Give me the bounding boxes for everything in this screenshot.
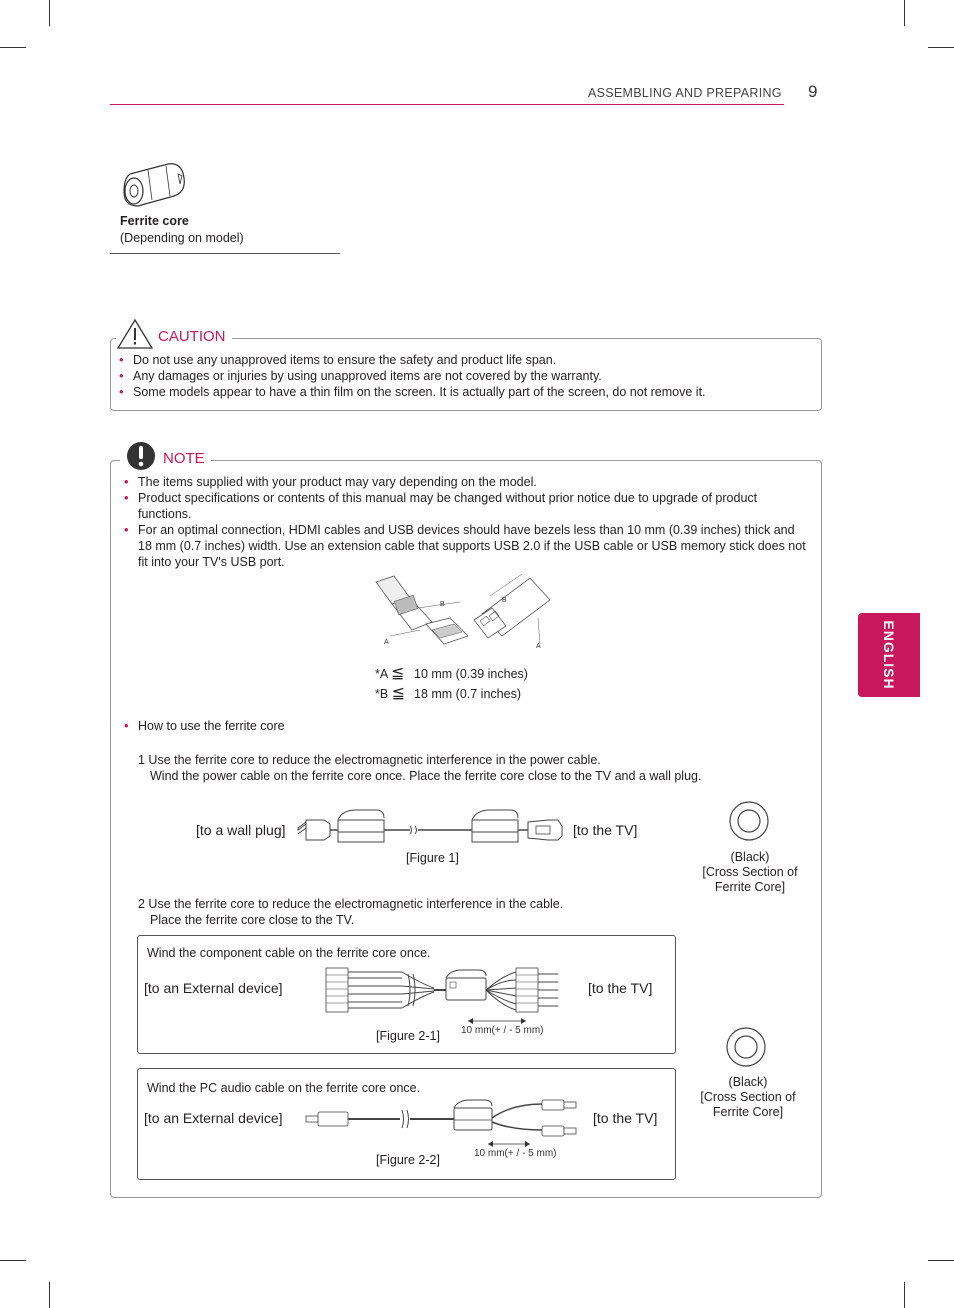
crop-mark: [904, 1282, 905, 1308]
pc-audio-cable-figure: [304, 1096, 586, 1140]
dim-a-letter: A: [384, 639, 389, 646]
cross-section-line: [Cross Section of: [700, 1090, 796, 1104]
fig21-right-label: [to the TV]: [588, 980, 653, 996]
ferrite-core-note: (Depending on model): [120, 231, 244, 245]
fig22-right-label: [to the TV]: [593, 1110, 658, 1126]
cross-section-icon: [728, 800, 770, 842]
exclamation-icon: [120, 440, 162, 472]
ferrite-core-label: Ferrite core: [120, 214, 189, 228]
dim-b-label: [375, 686, 405, 703]
fig1-caption: [Figure 1]: [406, 851, 459, 865]
power-cable-figure: [296, 806, 572, 852]
caution-title: CAUTION: [152, 328, 232, 345]
cross-section-icon: [725, 1026, 767, 1068]
dim-a-key: *A: [375, 667, 388, 681]
fig1-left-label: [to a wall plug]: [196, 822, 286, 838]
cross-section-line: (Black): [728, 1075, 768, 1089]
crop-mark: [904, 0, 905, 26]
step-2-detail: Place the ferrite core close to the TV.: [150, 913, 355, 927]
fig21-dimension: 10 mm(+ / - 5 mm): [461, 1025, 544, 1036]
list-item: • For an optimal connection, HDMI cables and USB devices should have bezels less than 10 mm (0.39 inches) thick and 18 mm (0.7 inches) width. Use an extension cable that supports USB 2.0 if the USB cable or USB memory stick does not fit into your TV's USB port.: [121, 522, 811, 570]
cross-section-label: [688, 1075, 808, 1120]
how-to-list: [121, 718, 521, 734]
caution-list: [116, 352, 806, 400]
list-item: • Some models appear to have a thin film on the screen. It is actually part of the screen, do not remove it.: [116, 384, 806, 400]
fig22-dimension: 10 mm(+ / - 5 mm): [474, 1148, 557, 1159]
dim-b-key: *B: [375, 687, 389, 701]
ferrite-rule: [110, 253, 340, 254]
warning-triangle-icon: [116, 318, 154, 350]
dim-b-value: 18 mm (0.7 inches): [414, 687, 521, 701]
dim-a-value: 10 mm (0.39 inches): [414, 667, 528, 681]
component-cable-figure: [322, 966, 566, 1014]
dim-b-letter: B: [440, 601, 445, 608]
fig21-left-label: [to an External device]: [144, 980, 283, 996]
fig22-left-label: [to an External device]: [144, 1110, 283, 1126]
note-title: NOTE: [157, 450, 211, 467]
dim-b-letter: B: [502, 597, 507, 604]
list-item: • Any damages or injuries by using unapproved items are not covered by the warranty.: [116, 368, 806, 384]
hdmi-usb-dimension-illustration: [370, 574, 560, 658]
crop-mark: [928, 1260, 954, 1261]
step-1-text: 1 Use the ferrite core to reduce the electromagnetic interference in the power cable.: [138, 753, 601, 767]
crop-mark: [0, 47, 26, 48]
fig22-caption: [Figure 2-2]: [376, 1153, 440, 1167]
page-number: 9: [808, 82, 818, 101]
ferrite-core-icon: [120, 160, 188, 208]
note-list: [121, 474, 811, 570]
fig21-title: Wind the component cable on the ferrite core once.: [147, 946, 431, 960]
cross-section-line: Ferrite Core]: [712, 1105, 784, 1119]
section-title: ASSEMBLING AND PREPARING: [588, 86, 782, 100]
crop-mark: [928, 47, 954, 48]
dim-a-letter: A: [536, 643, 541, 650]
cross-section-label: [690, 850, 810, 895]
fig22-title: Wind the PC audio cable on the ferrite core once.: [147, 1081, 421, 1095]
cross-section-line: [Cross Section of: [702, 865, 798, 879]
crop-mark: [49, 0, 50, 26]
cross-section-line: Ferrite Core]: [714, 880, 786, 894]
step-1-detail: Wind the power cable on the ferrite core once. Place the ferrite core close to the TV and a wall plug.: [150, 769, 702, 783]
dim-symbol: ≦: [391, 685, 406, 702]
dim-symbol: ≦: [391, 665, 405, 682]
list-item: • Product specifications or contents of this manual may be changed without prior notice due to upgrade of product functions.: [121, 490, 811, 522]
list-item: • The items supplied with your product may vary depending on the model.: [121, 474, 811, 490]
crop-mark: [49, 1282, 50, 1308]
fig21-caption: [Figure 2-1]: [376, 1029, 440, 1043]
list-item: • Do not use any unapproved items to ensure the safety and product life span.: [116, 352, 806, 368]
fig1-right-label: [to the TV]: [573, 822, 638, 838]
step-2-text: 2 Use the ferrite core to reduce the electromagnetic interference in the cable.: [138, 897, 564, 911]
crop-mark: [0, 1260, 26, 1261]
language-tab-label: ENGLISH: [881, 620, 897, 690]
cross-section-line: (Black): [730, 850, 770, 864]
dim-a-label: [375, 666, 404, 683]
header-rule: [110, 104, 784, 105]
list-item: • How to use the ferrite core: [121, 718, 521, 734]
language-tab: [858, 613, 920, 697]
